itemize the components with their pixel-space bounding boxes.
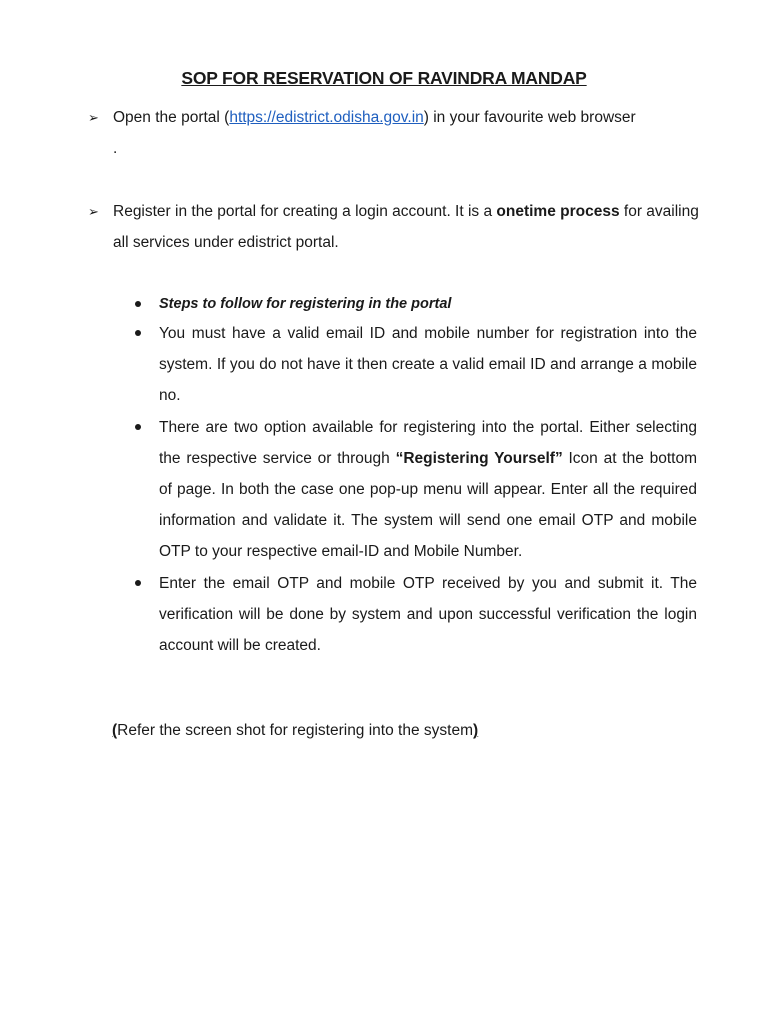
step-open-portal-trailing: . xyxy=(113,140,118,157)
step-open-portal xyxy=(88,102,700,164)
step-open-portal-after: ) in your favourite web browser xyxy=(423,109,636,126)
bullet-dot-icon xyxy=(135,330,141,336)
bullet-options-bold: “Registering Yourself” xyxy=(395,449,563,467)
arrow-bullet-icon: ➢ xyxy=(88,204,99,219)
bullet-otp: Enter the email OTP and mobile OTP received by you and submit it. The verification will be done by system and upon successful verification the login account will be created. xyxy=(159,574,697,655)
refer-text: Refer the screen shot for registering into the system xyxy=(117,722,473,739)
bullet-dot-icon xyxy=(135,424,141,430)
step-register-before: Register in the portal for creating a login account. It is a xyxy=(113,203,497,220)
step-register-text xyxy=(113,196,700,258)
refer-note xyxy=(112,722,478,740)
step-register xyxy=(88,196,700,258)
portal-link[interactable]: https://edistrict.odisha.gov.in xyxy=(229,109,424,126)
list-item xyxy=(133,412,697,568)
step-open-portal-before: Open the portal ( xyxy=(113,109,230,126)
list-item xyxy=(133,318,697,412)
step-register-after: for availing all services under edistrict portal. xyxy=(113,203,699,251)
registration-steps-list xyxy=(133,290,697,661)
step-open-portal-text xyxy=(113,102,700,164)
list-item xyxy=(133,290,697,318)
arrow-bullet-icon: ➢ xyxy=(88,110,99,125)
refer-open-paren: ( xyxy=(112,722,118,739)
bullet-options-before: There are two option available for registering into the portal. Either selecting the respective service or through xyxy=(159,418,697,467)
bullet-dot-icon xyxy=(135,580,141,586)
refer-close-paren: ) xyxy=(472,722,479,739)
steps-heading: Steps to follow for registering in the portal xyxy=(159,296,452,312)
bullet-email-mobile: You must have a valid email ID and mobile number for registration into the system. If you do not have it then create a valid email ID and arrange a mobile no. xyxy=(159,325,697,405)
step-register-bold: onetime process xyxy=(496,203,620,220)
page-title: SOP FOR RESERVATION OF RAVINDRA MANDAP xyxy=(181,68,587,88)
bullet-dot-icon xyxy=(135,301,141,307)
list-item xyxy=(133,568,697,662)
bullet-options-after: Icon at the bottom of page. In both the case one pop-up menu will appear. Enter all the required information and validate it. The system will send one email OTP and mobile OTP to your respective email-ID and Mobile Number. xyxy=(159,449,697,561)
